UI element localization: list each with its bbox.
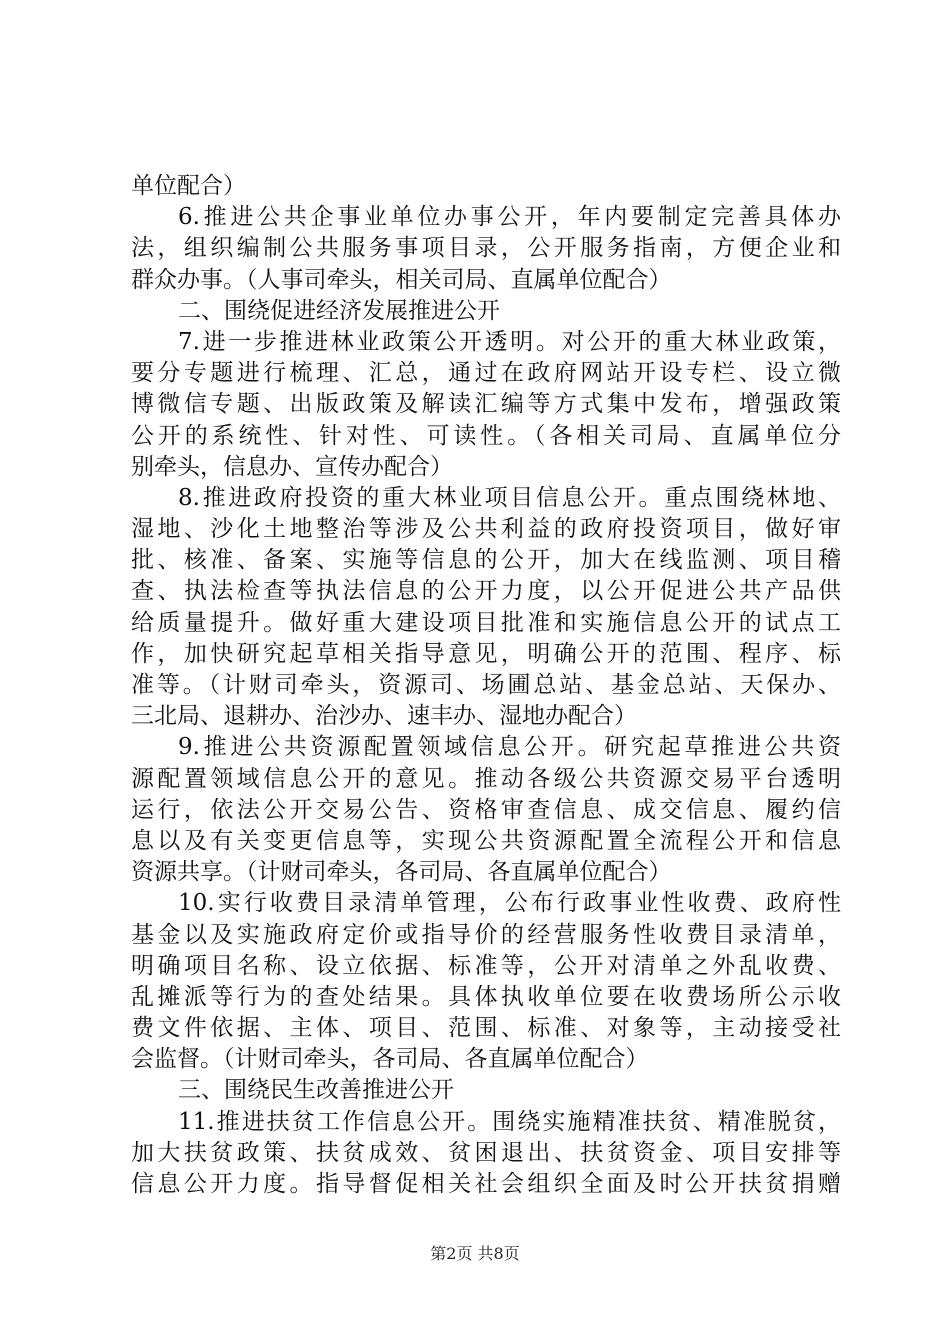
text-line: 作，加快研究起草相关指导意见，明确公开的范围、程序、标 (131, 640, 841, 667)
text-line: 7.进一步推进林业政策公开透明。对公开的重大林业政策， (178, 328, 841, 355)
page-footer: 第2页 共8页 (430, 1244, 520, 1263)
text-line: 明确项目名称、设立依据、标准等，公开对清单之外乱收费、 (131, 952, 841, 979)
text-line: 群众办事。（人事司牵头，相关司局、直属单位配合） (131, 266, 672, 293)
text-line: 法，组织编制公共服务事项目录，公开服务指南，方便企业和 (131, 235, 841, 262)
text-line: 6.推进公共企事业单位办事公开，年内要制定完善具体办 (178, 204, 841, 231)
text-line: 源配置领域信息公开的意见。推动各级公共资源交易平台透明 (131, 765, 841, 792)
text-line: 三北局、退耕办、治沙办、速丰办、湿地办配合） (131, 703, 637, 730)
text-line: 公开的系统性、针对性、可读性。（各相关司局、直属单位分 (131, 422, 841, 449)
text-line: 二、围绕促进经济发展推进公开 (178, 297, 500, 324)
text-line: 10.实行收费目录清单管理，公布行政事业性收费、政府性 (178, 890, 841, 917)
text-line: 博微信专题、出版政策及解读汇编等方式集中发布，增强政策 (131, 391, 841, 418)
text-line: 费文件依据、主体、项目、范围、标准、对象等，主动接受社 (131, 1015, 841, 1042)
text-line: 乱摊派等行为的查处结果。具体执收单位要在收费场所公示收 (131, 983, 841, 1010)
text-line: 会监督。（计财司牵头，各司局、各直属单位配合） (131, 1046, 649, 1073)
text-line: 基金以及实施政府定价或指导价的经营服务性收费目录清单， (131, 921, 841, 948)
text-line: 湿地、沙化土地整治等涉及公共利益的政府投资项目，做好审 (131, 516, 841, 543)
text-line: 息以及有关变更信息等，实现公共资源配置全流程公开和信息 (131, 827, 841, 854)
text-line: 运行，依法公开交易公告、资格审查信息、成交信息、履约信 (131, 796, 841, 823)
text-line: 查、执法检查等执法信息的公开力度，以公开促进公共产品供 (131, 578, 841, 605)
text-line: 别牵头，信息办、宣传办配合） (131, 453, 453, 480)
document-body (131, 171, 841, 1200)
text-line: 8.推进政府投资的重大林业项目信息公开。重点围绕林地、 (178, 484, 841, 511)
text-line: 要分专题进行梳理、汇总，通过在政府网站开设专栏、设立微 (131, 360, 841, 387)
text-line: 准等。（计财司牵头，资源司、场圃总站、基金总站、天保办、 (131, 672, 841, 698)
text-line: 加大扶贫政策、扶贫成效、贫困退出、扶贫资金、项目安排等 (131, 1139, 841, 1166)
text-line: 批、核准、备案、实施等信息的公开，加大在线监测、项目稽 (131, 547, 841, 574)
text-line: 单位配合） (131, 173, 246, 199)
text-line: 给质量提升。做好重大建设项目批准和实施信息公开的试点工 (131, 609, 841, 636)
text-line: 11.推进扶贫工作信息公开。围绕实施精准扶贫、精准脱贫， (178, 1108, 841, 1135)
text-line: 三、围绕民生改善推进公开 (178, 1077, 454, 1104)
text-line: 9.推进公共资源配置领域信息公开。研究起草推进公共资 (178, 734, 841, 761)
text-line: 资源共享。（计财司牵头，各司局、各直属单位配合） (131, 859, 672, 886)
text-line: 信息公开力度。指导督促相关社会组织全面及时公开扶贫捐赠 (131, 1171, 841, 1197)
